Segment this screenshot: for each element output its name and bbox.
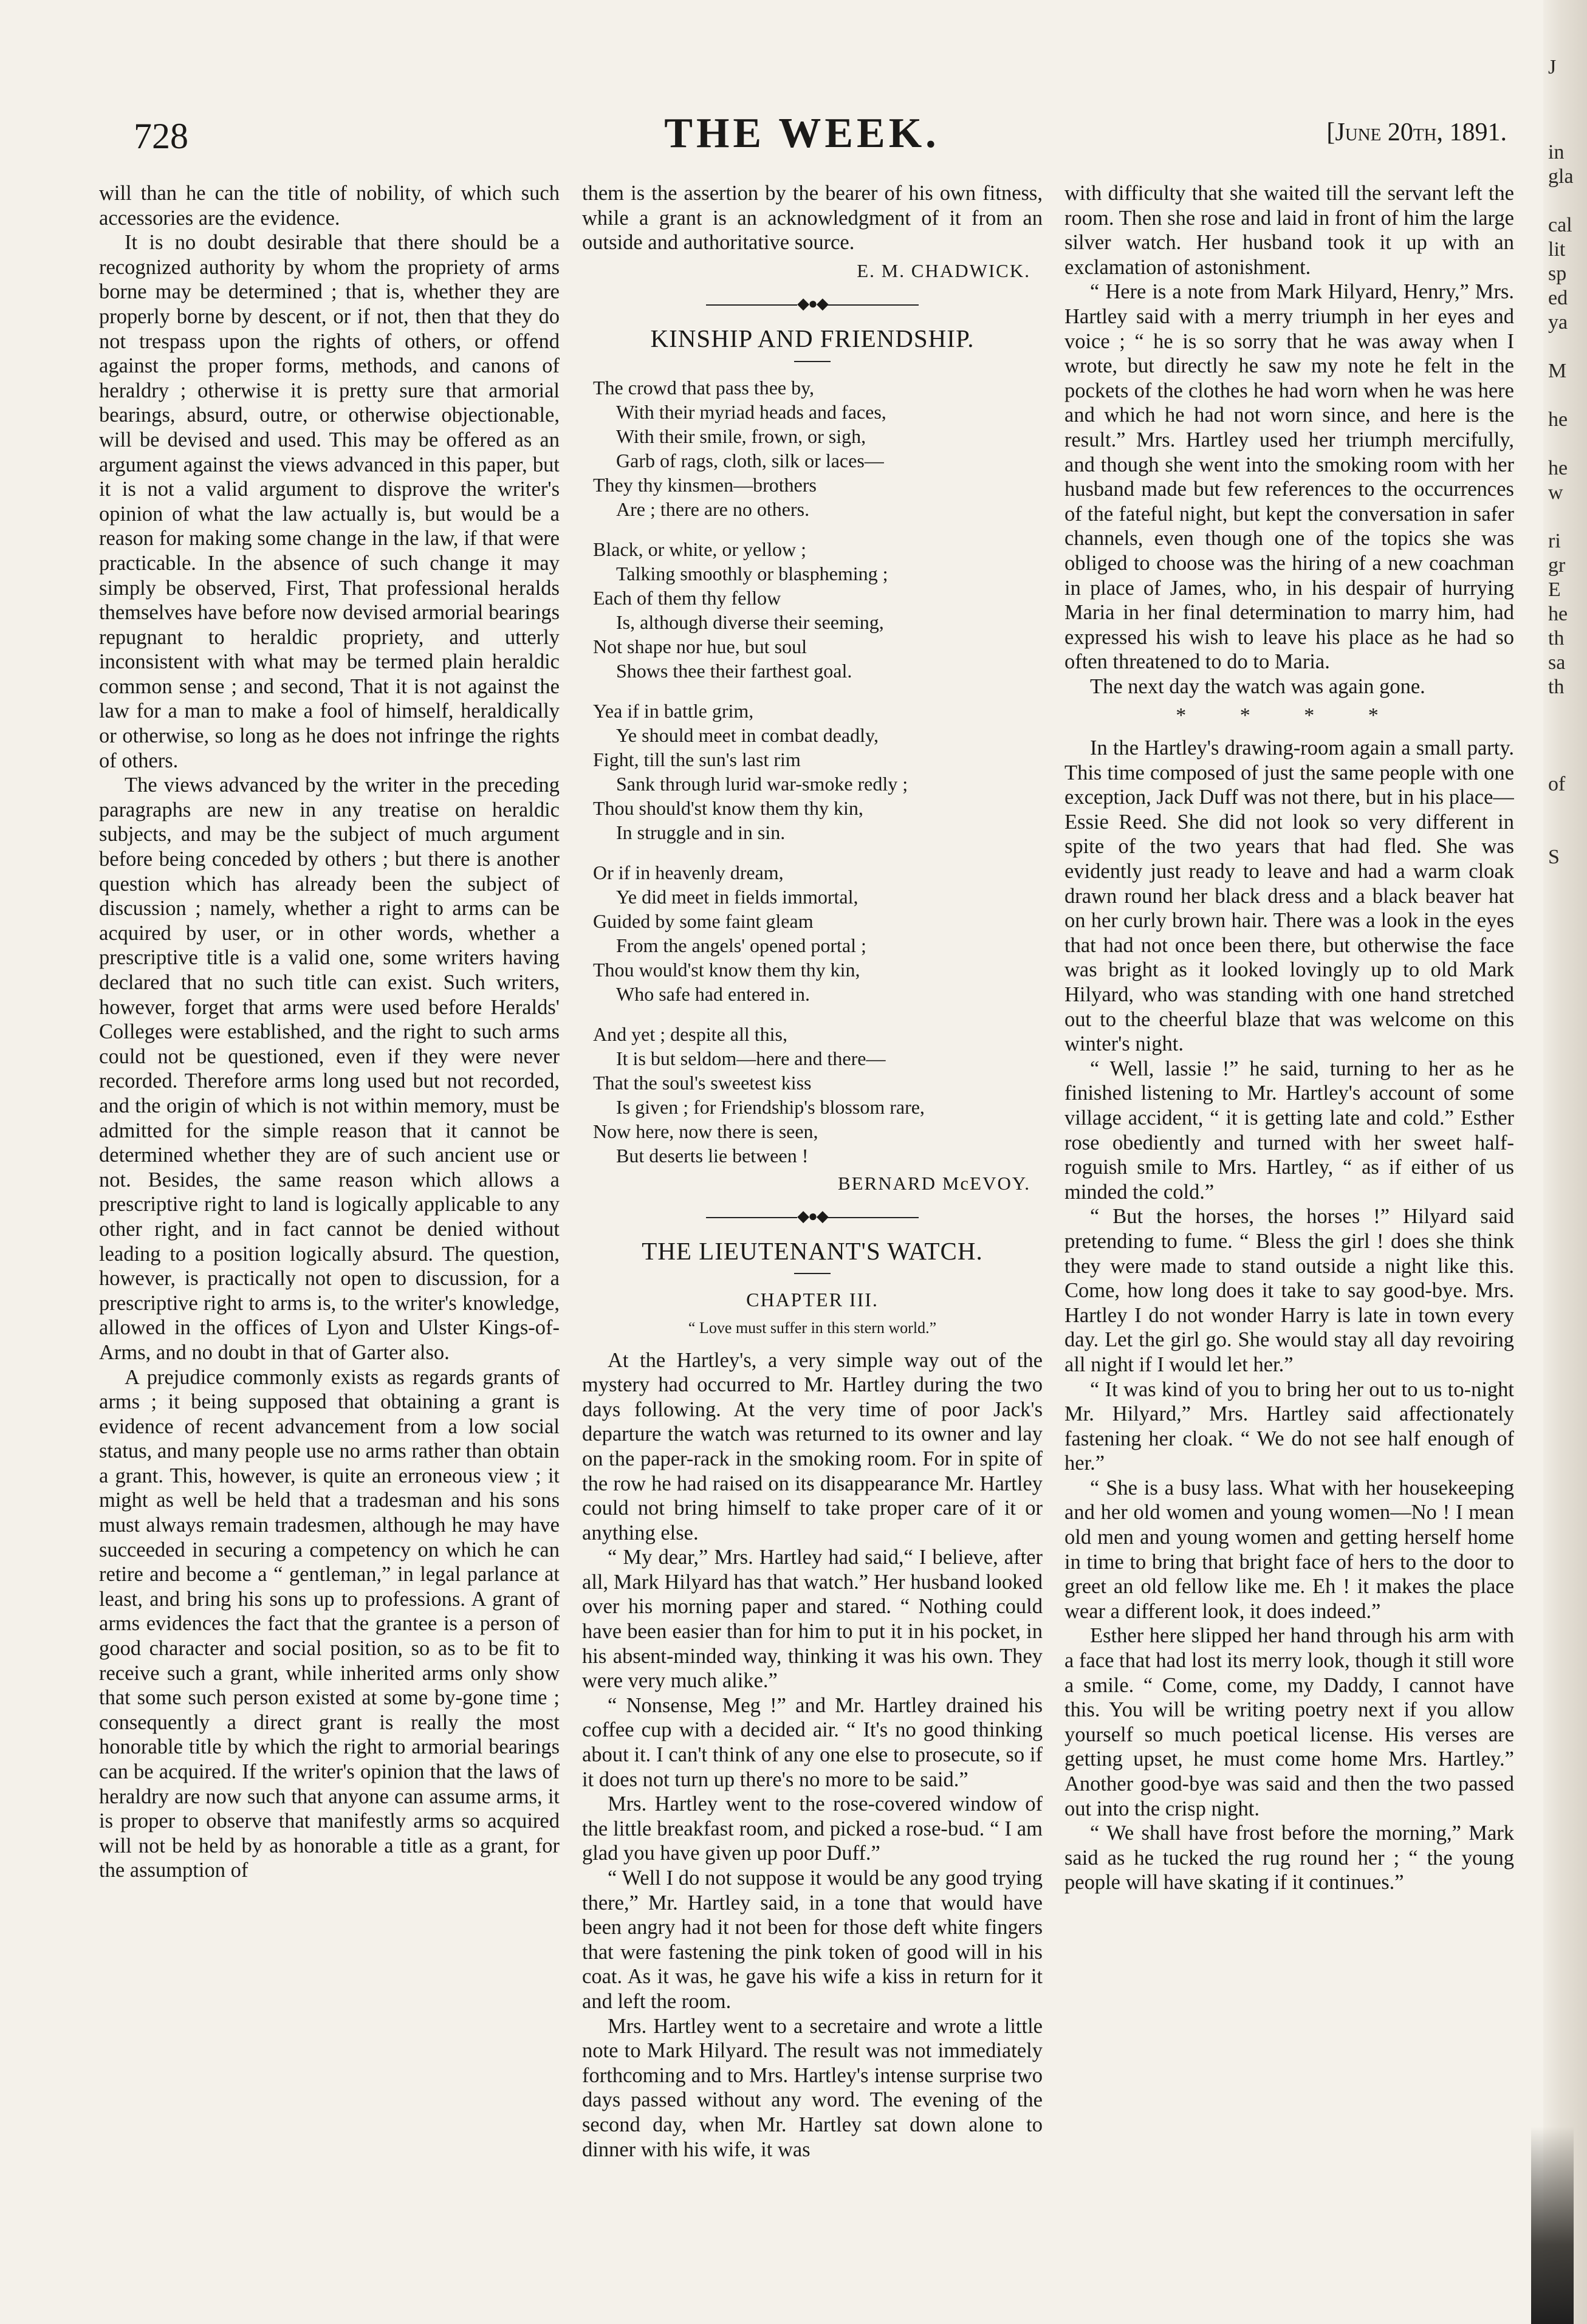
facing-page-fragment: sp [1548, 262, 1567, 285]
paragraph: “ Here is a note from Mark Hilyard, Henry,” Mrs. Hartley said with a merry triumph in her eyes and voice ; “ he is so sorry that he was away when I wrote, but directly he saw my note he felt in the pockets of the clothes he had worn when he was here and which he had not worn since, and here is the result.” Mrs. Hartley used her triumph mercifully, and though she went into the smoking room with her husband made but few references to the occurrences of the fateful night, but kept the conversation in safer channels, even though one of the topics she was obliged to choose was the hiring of a new coachman in place of James, who, in his despair of hurrying Maria in her final determination to marry him, had expressed his wish to leave his place as he had so often threatened to do to Maria. [1064, 280, 1514, 674]
paragraph: “ It was kind of you to bring her out to us to-night Mr. Hilyard,” Mrs. Hartley said affectionately fastening her cloak. “ We do not see half enough of her.” [1064, 1377, 1514, 1475]
poem [593, 375, 1043, 1168]
facing-page-fragment: gla [1548, 165, 1574, 188]
author-signature: BERNARD McEVOY. [837, 1172, 1030, 1194]
facing-page-fragment: of [1548, 773, 1566, 795]
paragraph: “ Well, lassie !” he said, turning to her as he finished listening to Mr. Hartley's account of some village accident, “ it is getting late and cold.” Esther rose obediently and turned with her sweet half-roguish smile to Mrs. Hartley, “ as if either of us minded the cold.” [1064, 1057, 1514, 1204]
author-signature: E. M. CHADWICK. [857, 259, 1030, 281]
poem-line: In struggle and in sin. [616, 821, 786, 843]
title-rule [794, 361, 831, 362]
poem-title: KINSHIP AND FRIENDSHIP. [650, 324, 975, 352]
poem-line: Sank through lurid war-smoke redly ; [616, 772, 908, 795]
facing-page-fragment: sa [1548, 651, 1566, 674]
facing-page-fragment: M [1548, 360, 1567, 382]
poem-line: Not shape nor hue, but soul [593, 635, 807, 657]
paragraph: At the Hartley's, a very simple way out of the mystery had occurred to Mr. Hartley during the two days following. At the very time of poor Jack's departure the watch was returned to its owner and lay on the paper-rack in the smoking room. For in spite of the row he had raised on its disappearance Mr. Hartley could not bring himself to take proper care of it or anything else. [582, 1348, 1043, 1544]
poem-line: Is given ; for Friendship's blossom rare, [616, 1095, 925, 1118]
poem-line: Is, although diverse their seeming, [616, 611, 884, 633]
poem-line: Thou would'st know them thy kin, [593, 958, 860, 981]
poem-line: Each of them thy fellow [593, 586, 781, 609]
running-header [97, 103, 1507, 158]
poem-stanza [593, 537, 1043, 683]
masthead-title: THE WEEK. [664, 110, 940, 157]
paragraph: In the Hartley's drawing-room again a small party. This time composed of just the same people with one exception, Jack Duff was not there, but in his place—Essie Reed. She did not look so very different in spite of the two years that had fled. She was evidently just ready to leave and had a warm cloak drawn round her black dress and a black beaver hat on her curly brown hair. There was a look in the eyes that had not once been there, but otherwise the face was bright as it looked lovingly up to old Mark Hilyard, who was standing with one hand stretched out to the cheerful blaze that was welcome on this winter's night. [1064, 736, 1514, 1056]
facing-page-fragment: ed [1548, 287, 1568, 309]
poem-line: Guided by some faint gleam [593, 910, 814, 932]
column-1 [99, 181, 560, 2283]
page-number: 728 [134, 116, 188, 156]
paragraph: “ But the horses, the horses !” Hilyard said pretending to fume. “ Bless the girl ! does she think they were made to stand outside a night like this. Come, how long does it take to say good-bye. Mrs. Hartley I do not wonder Harry is late in town every day. Let the girl go. She would stay all day revoiring all night if I would let her.” [1064, 1205, 1514, 1376]
facing-page-fragment: th [1548, 676, 1565, 698]
poem-line: Ye did meet in fields immortal, [616, 885, 859, 908]
poem-line: Are ; there are no others. [616, 498, 810, 520]
facing-page-fragment: in [1548, 141, 1565, 163]
poem-line: They thy kinsmen—brothers [593, 473, 817, 496]
poem-line: Garb of rags, cloth, silk or laces— [616, 449, 884, 471]
poem-line: From the angels' opened portal ; [616, 934, 866, 956]
poem-line: Thou should'st know them thy kin, [593, 797, 863, 819]
facing-page-fragment: ri [1548, 530, 1561, 552]
poem-line: Yea if in battle grim, [593, 699, 754, 722]
poem-line: Fight, till the sun's last rim [593, 748, 801, 770]
paragraph: “ We shall have frost before the morning,” Mark said as he tucked the rug round her ; “ the young people will have skating if it continues.” [1064, 1822, 1514, 1894]
paragraph: “ Well I do not suppose it would be any good trying there,” Mr. Hartley said, in a tone that would have been angry had it not been for those deft white fingers that were fastening the pink token of good will in his coat. As it was, he gave his wife a kiss in return for it and left the room. [582, 1866, 1043, 2013]
section-divider: ◆●◆ [582, 1204, 1043, 1229]
paragraph: Mrs. Hartley went to a secretaire and wrote a little note to Mark Hilyard. The result was not immediately forthcoming and to Mrs. Hartley's intense surprise two days passed without any word. The evening of the second day, when Mr. Hartley sat down alone to dinner with his wife, it was [582, 2014, 1043, 2161]
poem-line: And yet ; despite all this, [593, 1023, 787, 1045]
binding-shadow [1531, 2127, 1574, 2324]
chapter-heading: CHAPTER III. [746, 1289, 879, 1311]
facing-page-fragment: th [1548, 627, 1565, 650]
poem-line: Now here, now there is seen, [593, 1120, 818, 1142]
poem-stanza [593, 375, 1043, 521]
column-3 [1064, 181, 1514, 2283]
poem-line: Shows thee their farthest goal. [616, 659, 852, 682]
poem-line: But deserts lie between ! [616, 1144, 809, 1167]
paragraph: “ Nonsense, Meg !” and Mr. Hartley drained his coffee cup with a decided air. “ It's no good thinking about it. I can't think of any one else to prosecute, so if it does not turn up there's no more to be said.” [582, 1693, 1043, 1791]
poem-line: That the soul's sweetest kiss [593, 1071, 812, 1094]
facing-page-fragment: w [1548, 481, 1563, 504]
paragraph: Esther here slipped her hand through his arm with a face that had lost its merry look, though it still wore a smile. “ Come, come, my Daddy, I cannot have this. You will be writing poetry next if you allow yourself so much poetical license. His verses are getting upset, he must come home Mrs. Hartley.” Another good-bye was said and then the two passed out into the crisp night. [1064, 1624, 1514, 1820]
poem-line: Or if in heavenly dream, [593, 861, 784, 883]
facing-page-edge [1543, 0, 1587, 2324]
paragraph: Mrs. Hartley went to the rose-covered window of the little breakfast room, and picked a rose-bud. “ I am glad you have given up poor Duff.” [582, 1792, 1043, 1865]
poem-line: With their myriad heads and faces, [616, 400, 886, 423]
facing-page-fragment: cal [1548, 214, 1572, 236]
section-break-stars: * * * * [1176, 704, 1403, 727]
facing-page-fragment: he [1548, 603, 1568, 625]
poem-line: Black, or white, or yellow ; [593, 538, 807, 560]
poem-stanza [593, 699, 1043, 845]
paragraph: A prejudice commonly exists as regards grants of arms ; it being supposed that obtaining a grant is evidence of recent advancement from a low social status, and many people use no arms rather than obtain a grant. This, however, is quite an erroneous view ; it might as well be held that a tradesman and his sons must always remain tradesmen, although he may have succeeded in securing a competency on which he can retire and become a “ gentleman,” in legal parlance at least, and bring his sons up to professions. A grant of arms evidences the fact that the grantee is a person of good character and social position, so as to be fit to receive such a grant, while inherited arms only show that some such person existed at some by-gone time ; consequently a direct grant is really the most honorable title by which the right to armorial bearings can be acquired. If the writer's opinion that the laws of heraldry are now such that anyone can assume arms, it is proper to observe that manifestly arms so acquired will not be held by as honorable a title as a grant, for the assumption of [99, 1365, 560, 1882]
poem-line: Ye should meet in combat deadly, [616, 724, 879, 746]
poem-stanza [593, 1022, 1043, 1168]
paragraph: them is the assertion by the bearer of his own fitness, while a grant is an acknowledgment of it from an outside and authoritative source. [582, 182, 1043, 255]
facing-page-fragment: he [1548, 408, 1568, 431]
section-divider: ◆●◆ [582, 292, 1043, 317]
paragraph: It is no doubt desirable that there should be a recognized authority by whom the propriety of arms borne may be determined ; that is, whether they are properly borne by descent, or if not, then that they do not trespass upon the rights of others, or offend against the proper forms, methods, and canons of heraldry ; otherwise it is pretty sure that armorial bearings, absurd, outre, or otherwise objectionable, will be devised and used. This may be offered as an argument against the views advanced in this paper, but it is not a valid argument to disprove the writer's opinion of what the law actually is, but would be a reason for making some change in the law, if that were practicable. In the absence of such change it may simply be observed, First, That professional heralds themselves have before now devised armorial bearings repugnant to heraldic propriety, and utterly inconsistent with what may be termed plain heraldic common sense ; and second, That it is not against the law for a man to make a fool of himself, heraldically or otherwise, so long as he does not infringe the rights of others. [99, 231, 560, 772]
facing-page-fragment: he [1548, 457, 1568, 479]
facing-page-fragment: E [1548, 578, 1561, 601]
paragraph: The next day the watch was again gone. [1090, 674, 1425, 698]
poem-line: With their smile, frown, or sigh, [616, 425, 866, 447]
facing-page-fragment: J [1548, 56, 1557, 78]
story-title: THE LIEUTENANT'S WATCH. [642, 1236, 983, 1265]
paragraph: The views advanced by the writer in the preceding paragraphs are new in any treatise on heraldic subjects, and may be the subject of much argument before being conceded by others ; but there is another question which has already been the subject of discussion ; namely, whether a right to arms can be acquired by user, or in other words, whether a prescriptive title is a valid one, some writers having declared that no such title can exist. Such writers, however, forget that arms were used before Heralds' Colleges were established, and the right to such arms could not be questioned, even if they were never recorded. Therefore arms long used but not recorded, and the origin of which is not within memory, must be admitted for the simple reason that it cannot be determined whether they are of such ancient use or not. Besides, the same reason which allows a prescriptive right to land is logically applicable to any other right, and in fact cannot be denied without leading to a position logically absurd. The question, however, is practically not open to discussion, for a prescriptive right to arms is, to the writer's knowledge, allowed in the offices of Lyon and Ulster Kings-of-Arms, and no doubt in that of Garter also. [99, 773, 560, 1364]
paragraph: with difficulty that she waited till the servant left the room. Then she rose and laid in front of him the large silver watch. Her husband took it up with an exclamation of astonishment. [1064, 182, 1514, 279]
facing-page-fragment: S [1548, 846, 1560, 868]
facing-page-fragment: ya [1548, 311, 1568, 334]
column-2 [582, 181, 1043, 2283]
poem-line: It is but seldom—here and there— [616, 1047, 886, 1069]
poem-stanza [593, 860, 1043, 1006]
title-rule [794, 1273, 831, 1274]
chapter-motto: “ Love must suffer in this stern world.” [688, 1318, 937, 1337]
poem-line: Who safe had entered in. [616, 982, 810, 1005]
issue-date: [June 20th, 1891. [1326, 118, 1507, 146]
facing-page-fragment: gr [1548, 554, 1566, 577]
paragraph: “ My dear,” Mrs. Hartley had said,“ I believe, after all, Mark Hilyard has that watch.” Her husband looked over his morning paper and stared. “ Nothing could have been easier than for him to put it in his pocket, in his absent-minded way, thinking it was his own. They were very much alike.” [582, 1546, 1043, 1693]
poem-line: The crowd that pass thee by, [593, 376, 815, 399]
paragraph: will than he can the title of nobility, of which such accessories are the evidence. [99, 182, 560, 230]
facing-page-fragment: lit [1548, 238, 1566, 261]
paragraph: “ She is a busy lass. What with her housekeeping and her old women and young women—No ! I mean old men and young women and getting herself home in time to bring that bright face of hers to the door to greet an old fellow like me. Eh ! it makes the place wear a different look, it does indeed.” [1064, 1476, 1514, 1623]
poem-line: Talking smoothly or blaspheming ; [616, 562, 888, 584]
